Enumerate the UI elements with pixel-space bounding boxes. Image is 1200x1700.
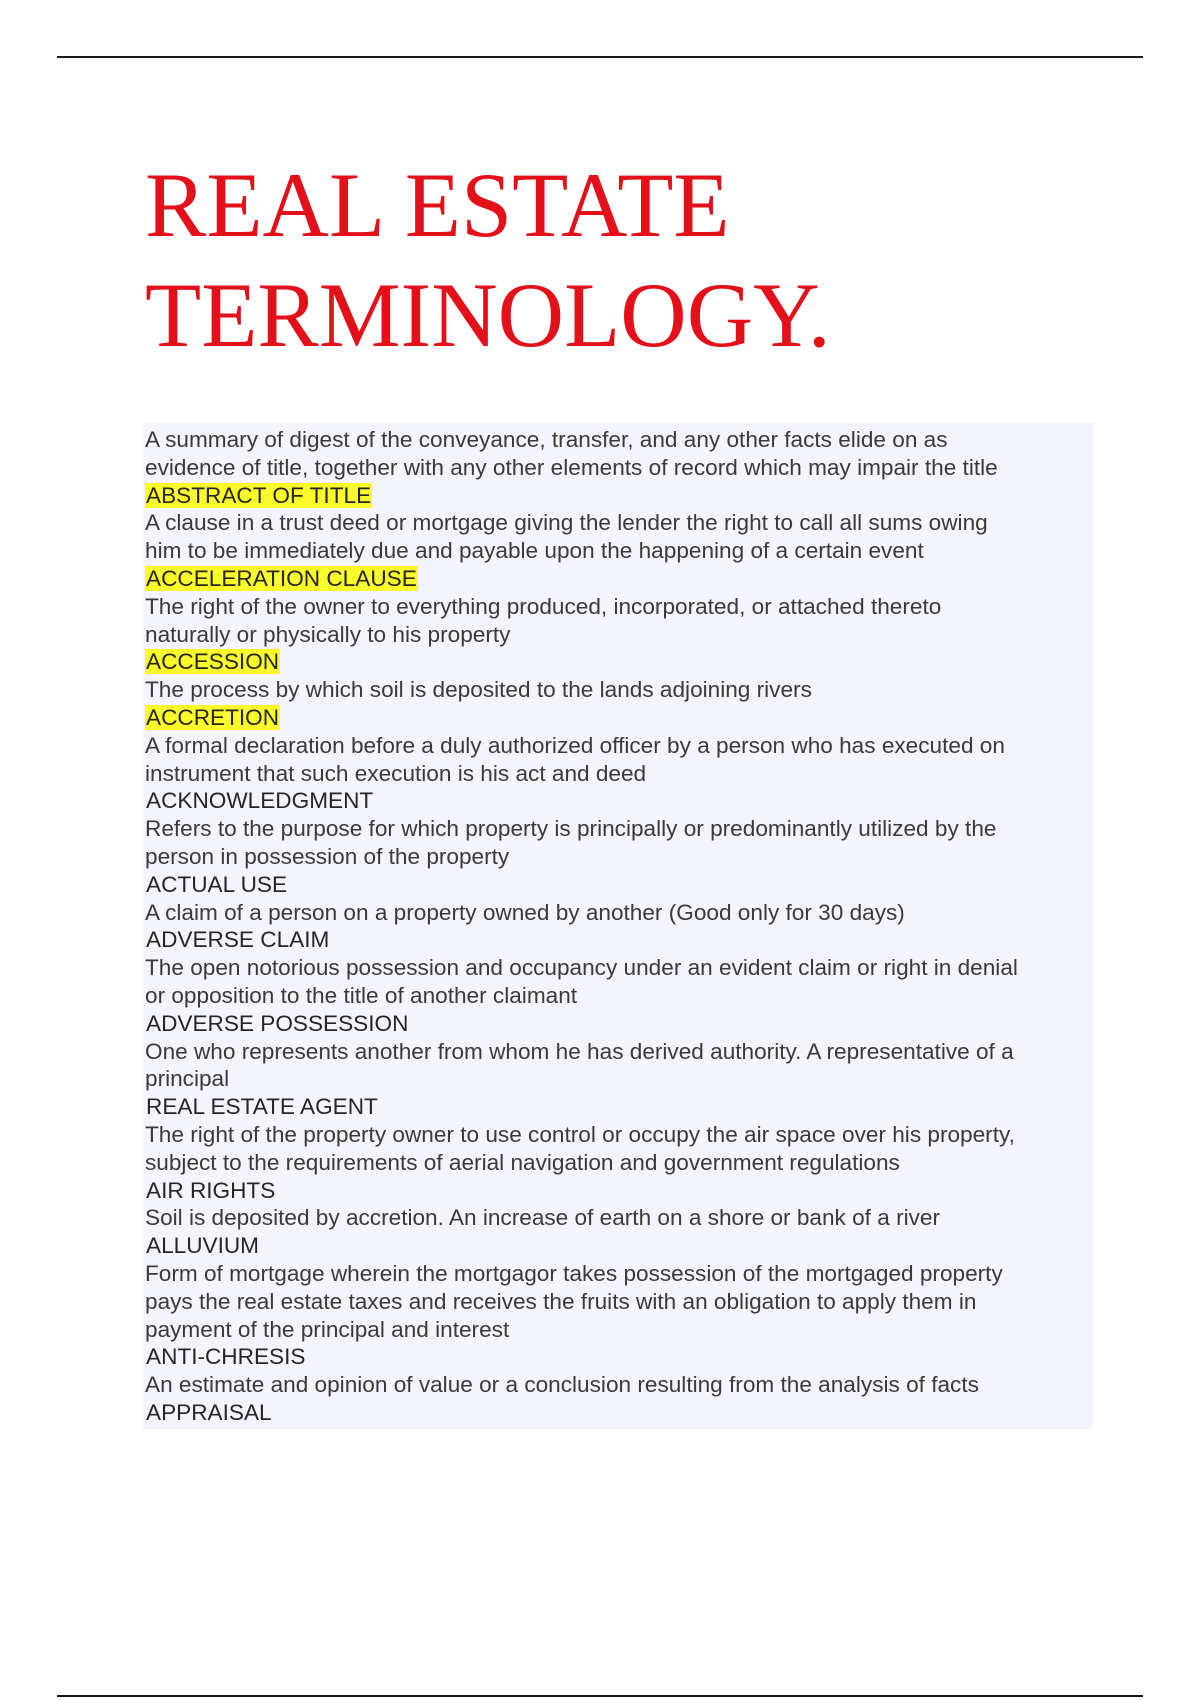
glossary-entry: [145, 1260, 1093, 1371]
definition-line: The right of the property owner to use control or occupy the air space over his property,: [145, 1121, 1015, 1147]
glossary-panel: [143, 423, 1093, 1429]
highlighted-term: ABSTRACT OF TITLE: [146, 482, 372, 508]
definition-line: A summary of digest of the conveyance, transfer, and any other facts elide on as: [145, 427, 948, 452]
definition-line: A claim of a person on a property owned by another (Good only for 30 days): [145, 899, 905, 925]
glossary-entry: [145, 676, 1093, 732]
term-label: [145, 1232, 1093, 1260]
glossary-entry: [145, 426, 1093, 509]
glossary-entry: [145, 1371, 1093, 1427]
highlighted-term: ACCESSION: [146, 649, 280, 675]
definition-line: A clause in a trust deed or mortgage giving the lender the right to call all sums owing: [145, 510, 988, 536]
term-label: [145, 648, 1093, 676]
definition-line: subject to the requirements of aerial navigation and government regulations: [145, 1149, 900, 1175]
definition-line: Form of mortgage wherein the mortgagor takes possession of the mortgaged property: [145, 1260, 1003, 1286]
highlighted-term: ACCRETION: [146, 704, 280, 730]
definition-line: him to be immediately due and payable upon the happening of a certain event: [145, 538, 924, 564]
definition-line: Refers to the purpose for which property is principally or predominantly utilized by the: [145, 816, 997, 842]
term-text: ANTI-CHRESIS: [146, 1344, 306, 1370]
glossary-entry: [145, 593, 1093, 676]
term-label: [145, 871, 1093, 899]
term-text: AIR RIGHTS: [146, 1177, 276, 1203]
definition-line: pays the real estate taxes and receives the fruits with an obligation to apply them in: [145, 1288, 977, 1314]
glossary-entry: [145, 1121, 1093, 1204]
definition-line: The right of the owner to everything produced, incorporated, or attached thereto: [145, 593, 942, 619]
definition-line: naturally or physically to his property: [145, 621, 511, 647]
term-label: [145, 1093, 1093, 1121]
term-label: [145, 1343, 1093, 1371]
glossary-entry: [145, 815, 1093, 898]
definition-line: person in possession of the property: [145, 843, 510, 869]
definition-line: Soil is deposited by accretion. An increase of earth on a shore or bank of a river: [145, 1205, 940, 1231]
bottom-rule: [57, 1695, 1143, 1697]
term-label: [145, 1010, 1093, 1038]
term-label: [145, 565, 1093, 593]
definition-line: principal: [145, 1066, 230, 1092]
term-label: [145, 704, 1093, 732]
glossary-entry: [145, 732, 1093, 815]
glossary-entry: [145, 899, 1093, 955]
glossary-entry: [145, 509, 1093, 592]
definition-line: evidence of title, together with any other elements of record which may impair the title: [145, 454, 998, 480]
definition-line: The process by which soil is deposited to the lands adjoining rivers: [145, 677, 812, 703]
title-line: REAL ESTATE: [145, 154, 730, 256]
top-rule: [57, 56, 1143, 58]
title-line: TERMINOLOGY.: [145, 264, 831, 366]
term-label: [145, 1399, 1093, 1427]
definition-line: An estimate and opinion of value or a conclusion resulting from the analysis of facts: [145, 1372, 979, 1398]
definition-line: instrument that such execution is his act and deed: [145, 760, 647, 786]
definition-line: The open notorious possession and occupancy under an evident claim or right in denial: [145, 955, 1018, 981]
term-text: ACKNOWLEDGMENT: [146, 788, 374, 814]
term-label: [145, 482, 1093, 510]
term-label: [145, 787, 1093, 815]
definition-line: payment of the principal and interest: [145, 1316, 510, 1342]
term-label: [145, 926, 1093, 954]
definition-line: A formal declaration before a duly authorized officer by a person who has executed on: [145, 732, 1005, 758]
definition-line: or opposition to the title of another claimant: [145, 982, 578, 1008]
highlighted-term: ACCELERATION CLAUSE: [146, 565, 417, 591]
term-text: ADVERSE POSSESSION: [146, 1010, 409, 1036]
term-text: ACTUAL USE: [146, 871, 288, 897]
definition-line: One who represents another from whom he has derived authority. A representative of a: [145, 1038, 1014, 1064]
glossary-entry: [145, 954, 1093, 1037]
term-label: [145, 1177, 1093, 1205]
glossary-entry: [145, 1038, 1093, 1121]
term-text: ADVERSE CLAIM: [146, 927, 330, 953]
glossary-entry: [145, 1204, 1093, 1260]
term-text: APPRAISAL: [146, 1399, 272, 1425]
term-text: ALLUVIUM: [146, 1233, 260, 1259]
document-title: [145, 150, 1145, 370]
term-text: REAL ESTATE AGENT: [146, 1094, 378, 1120]
